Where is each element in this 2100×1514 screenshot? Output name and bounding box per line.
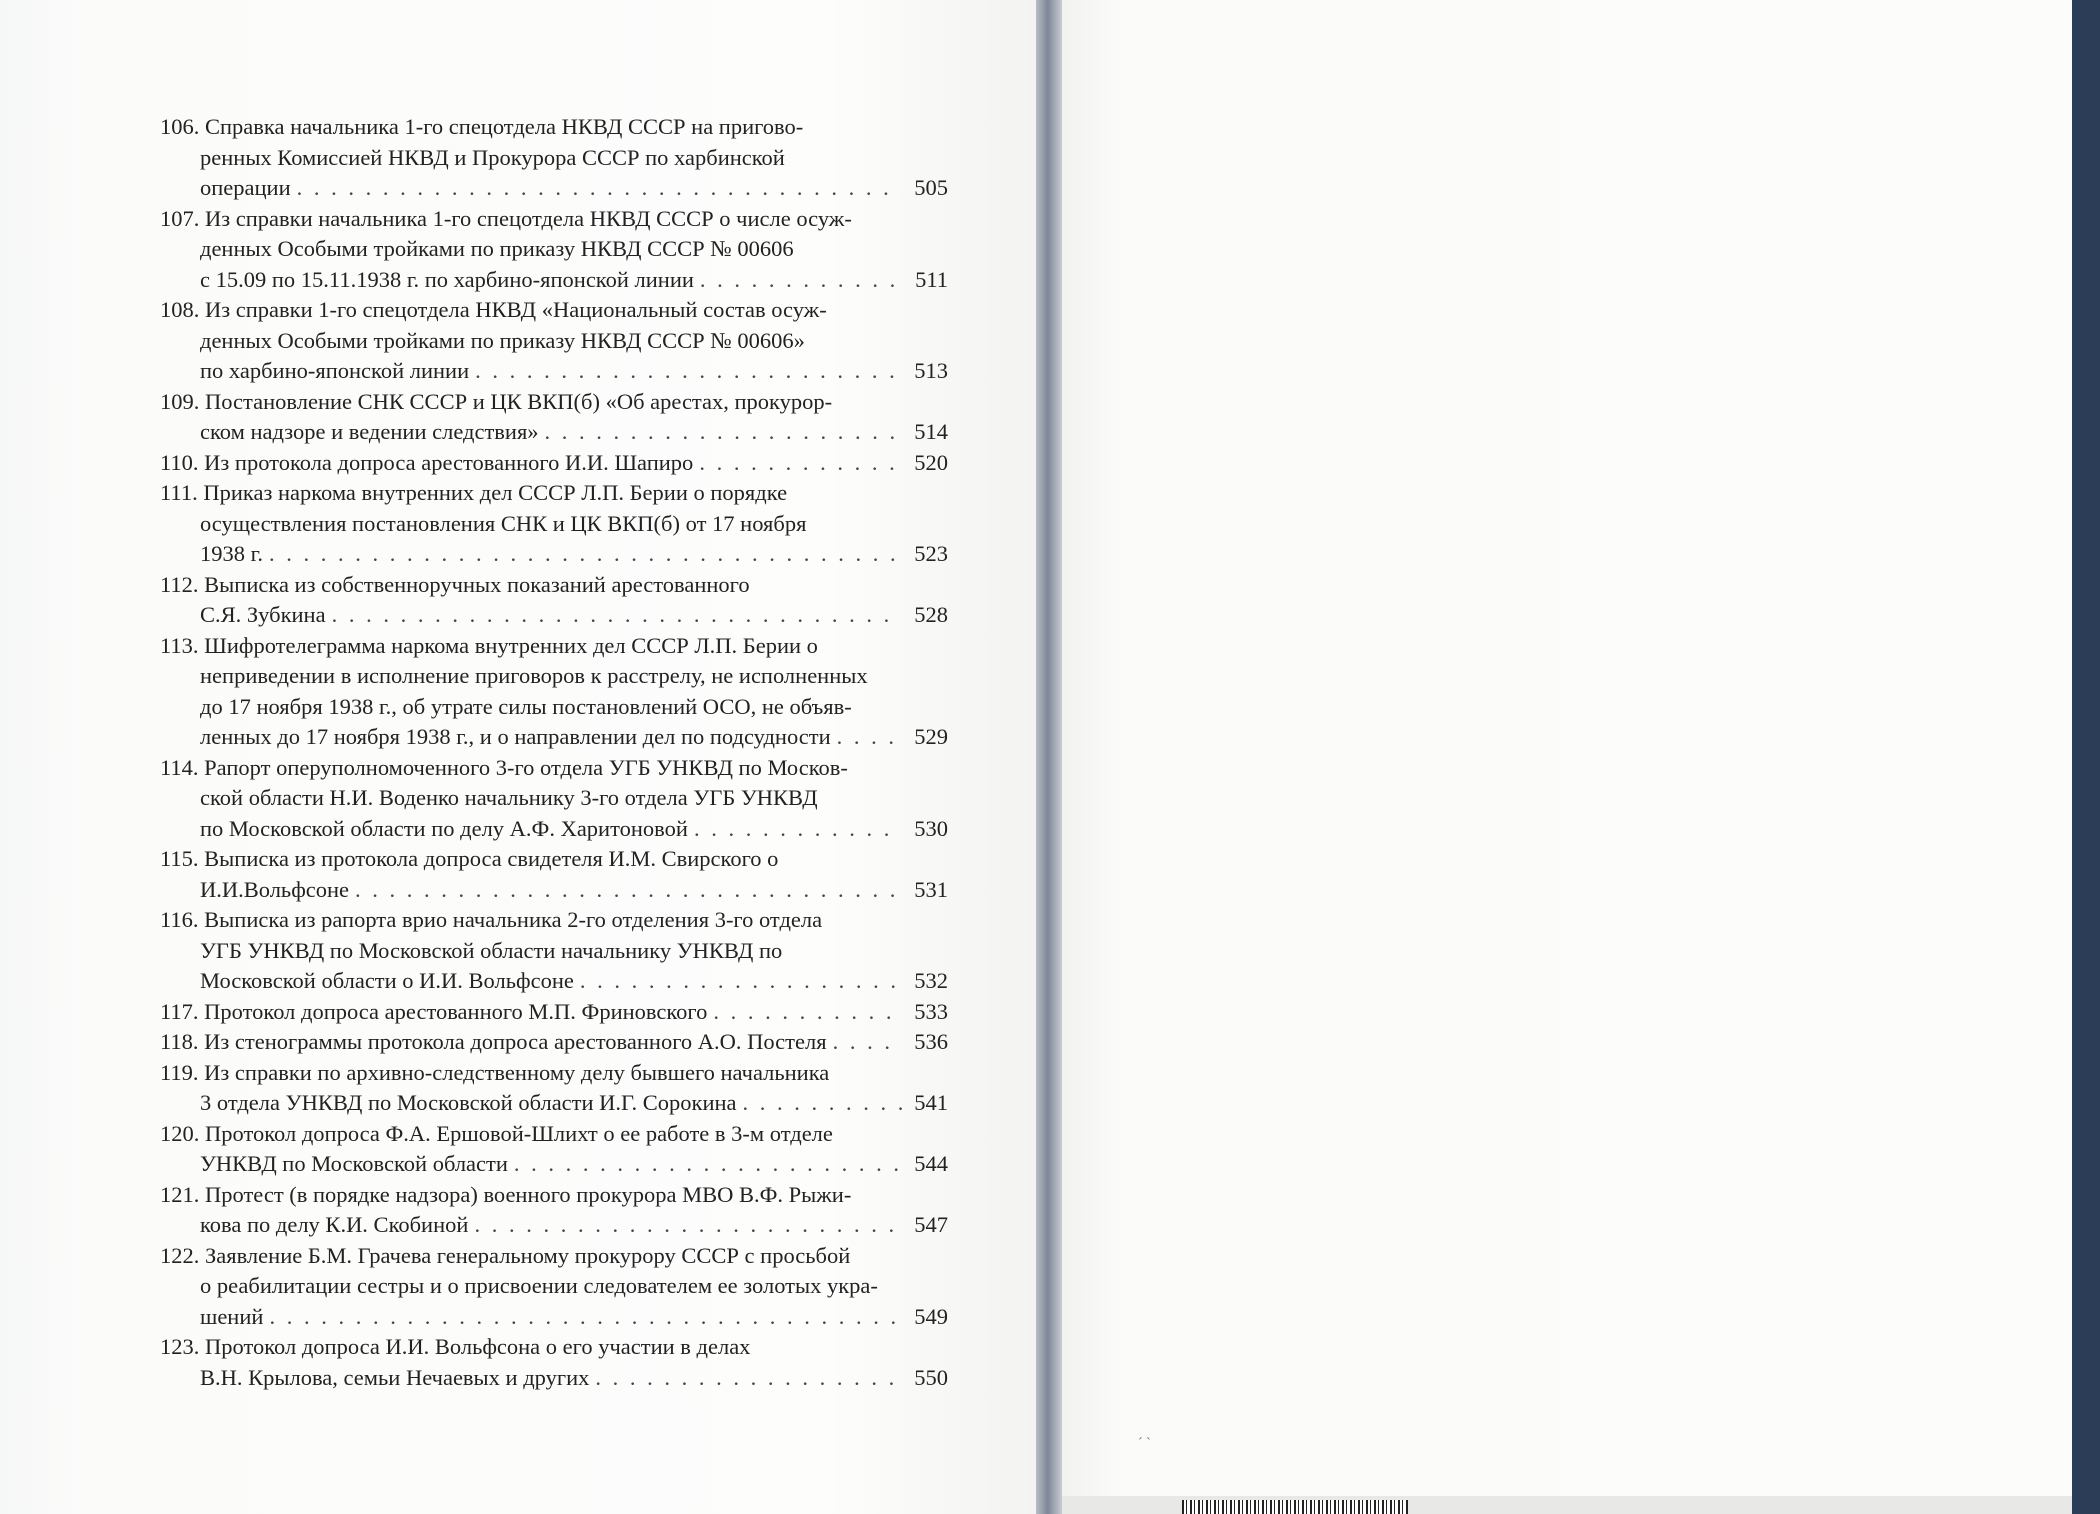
- page-number: 530: [914, 815, 948, 841]
- toc-entry: [160, 1027, 948, 1058]
- toc-entry: [160, 570, 948, 631]
- toc-entry-line: 115. Выписка из протокола допроса свидетеля И.М. Свирского о: [160, 846, 779, 871]
- toc-entry-text: 3 отдела УНКВД по Московской области И.Г. Сорокина: [200, 1090, 737, 1115]
- toc-entry-last-line: [160, 1027, 948, 1058]
- toc-entry: [160, 1119, 948, 1180]
- dot-leader: [269, 1302, 902, 1333]
- dot-leader: [514, 1149, 902, 1180]
- toc-entry: [160, 844, 948, 905]
- toc-entry-last-line: [160, 600, 948, 631]
- toc-entry-last-line: [160, 1149, 948, 1180]
- toc-entry-text: по Московской области по делу А.Ф. Харитоновой: [200, 815, 688, 841]
- toc-entry-line: ренных Комиссией НКВД и Прокурора СССР по харбинской: [200, 144, 785, 170]
- toc-entry-text: операции: [200, 175, 291, 200]
- toc-entry-last-line: [160, 997, 948, 1028]
- right-page: [1062, 0, 2072, 1514]
- dot-leader: [474, 1210, 902, 1241]
- scan-mark: ´ ˋ: [1138, 1436, 1151, 1451]
- toc-entry: [160, 204, 948, 296]
- toc-entry-line: ской области Н.И. Воденко начальнику 3-го отдела УГБ УНКВД: [200, 785, 818, 810]
- toc-entry-text: 118. Из стенограммы протокола допроса арестованного А.О. Постеля: [160, 1029, 827, 1054]
- dot-leader: [545, 417, 902, 448]
- toc-entry-last-line: [160, 417, 948, 448]
- toc-entry-line: 123. Протокол допроса И.И. Вольфсона о его участии в делах: [160, 1334, 751, 1359]
- toc-entry: [160, 478, 948, 570]
- page-number: 513: [914, 358, 948, 383]
- toc-entry-last-line: [160, 539, 948, 570]
- toc-entry-line: 106. Справка начальника 1-го спецотдела НКВД СССР на пригово-: [160, 114, 804, 139]
- toc-entry-text: ском надзоре и ведении следствия»: [200, 419, 539, 444]
- toc-entry: [160, 753, 948, 845]
- toc-entry-line: 116. Выписка из рапорта врио начальника 2-го отделения 3-го отдела: [160, 907, 823, 932]
- page-number: 541: [914, 1090, 948, 1115]
- page-number: 523: [914, 541, 948, 566]
- book-gutter: [1036, 0, 1062, 1514]
- page-number: 531: [914, 876, 948, 902]
- toc-entry: [160, 448, 948, 479]
- toc-entry-text: С.Я. Зубкина: [200, 602, 326, 627]
- toc-entry-line: 108. Из справки 1-го спецотдела НКВД «Национальный состав осуж-: [160, 297, 827, 322]
- toc-entry-text: шений: [200, 1303, 264, 1329]
- toc-entry-last-line: [160, 265, 948, 296]
- page-number: 547: [914, 1212, 948, 1237]
- toc-entry: [160, 387, 948, 448]
- toc-entry-line: 120. Протокол допроса Ф.А. Ершовой-Шлихт о ее работе в 3-м отделе: [160, 1120, 833, 1146]
- toc-entry: [160, 1332, 948, 1393]
- toc-entry-text: УНКВД по Московской области: [200, 1151, 508, 1176]
- left-page: [0, 0, 1036, 1514]
- toc-entry-last-line: [160, 448, 948, 479]
- toc-entry: [160, 1241, 948, 1333]
- toc-entry-line: о реабилитации сестры и о присвоении следователем ее золотых укра-: [200, 1273, 878, 1298]
- toc-entry-line: неприведении в исполнение приговоров к расстрелу, не исполненных: [200, 663, 868, 688]
- page-number: 528: [914, 602, 948, 627]
- toc-entry-last-line: [160, 875, 948, 906]
- page-number: 514: [914, 419, 948, 444]
- page-number: 529: [914, 724, 948, 749]
- toc-entry-line: до 17 ноября 1938 г., об утрате силы постановлений ОСО, не объяв-: [200, 693, 852, 719]
- page-number: 544: [914, 1151, 948, 1176]
- dot-leader: [713, 997, 902, 1028]
- page-number: 550: [914, 1364, 948, 1390]
- page-number: 533: [914, 998, 948, 1024]
- toc-entry-line: 109. Постановление СНК СССР и ЦК ВКП(б) «Об арестах, прокурор-: [160, 388, 833, 414]
- toc-entry-line: денных Особыми тройками по приказу НКВД СССР № 00606: [200, 236, 794, 261]
- dot-leader: [297, 173, 902, 204]
- toc-entry-line: 114. Рапорт оперуполномоченного 3-го отдела УГБ УНКВД по Москов-: [160, 754, 848, 780]
- toc-entry: [160, 997, 948, 1028]
- toc-entry-text: с 15.09 по 15.11.1938 г. по харбино-японской линии: [200, 266, 694, 292]
- toc-entry-last-line: [160, 966, 948, 997]
- page-number: 549: [914, 1303, 948, 1329]
- toc-entry-text: Московской области о И.И. Вольфсоне: [200, 968, 574, 993]
- page-number: 536: [914, 1029, 948, 1054]
- toc-left: [160, 112, 948, 1393]
- toc-entry-line: 121. Протест (в порядке надзора) военного прокурора МВО В.Ф. Рыжи-: [160, 1181, 852, 1207]
- dot-leader: [475, 356, 902, 387]
- toc-entry: [160, 295, 948, 387]
- toc-entry: [160, 112, 948, 204]
- toc-entry-text: В.Н. Крылова, семьи Нечаевых и других: [200, 1364, 590, 1390]
- toc-entry: [160, 1180, 948, 1241]
- dot-leader: [355, 875, 902, 906]
- toc-entry-line: 112. Выписка из собственноручных показаний арестованного: [160, 571, 750, 597]
- toc-entry-last-line: [160, 1302, 948, 1333]
- barcode: [1182, 1500, 1408, 1514]
- toc-entry-text: 1938 г.: [200, 541, 263, 566]
- toc-entry: [160, 1058, 948, 1119]
- toc-entry-last-line: [160, 356, 948, 387]
- page-number: 505: [914, 175, 948, 200]
- toc-entry-line: 111. Приказ наркома внутренних дел СССР Л.П. Берии о порядке: [160, 480, 788, 505]
- toc-entry-text: И.И.Вольфсоне: [200, 876, 350, 902]
- toc-entry-text: 110. Из протокола допроса арестованного И.И. Шапиро: [160, 449, 694, 475]
- toc-entry-last-line: [160, 173, 948, 204]
- toc-entry: [160, 631, 948, 753]
- dot-leader: [580, 966, 902, 997]
- toc-entry-line: 113. Шифротелеграмма наркома внутренних дел СССР Л.П. Берии о: [160, 632, 818, 658]
- toc-entry-line: осуществления постановления СНК и ЦК ВКП(б) от 17 ноября: [200, 510, 807, 536]
- dot-leader: [694, 814, 902, 845]
- toc-entry-text: ленных до 17 ноября 1938 г., и о направлении дел по подсудности: [200, 724, 831, 749]
- page-number: 520: [914, 449, 948, 475]
- toc-entry-text: 117. Протокол допроса арестованного М.П. Фриновского: [160, 998, 708, 1024]
- toc-entry-last-line: [160, 1210, 948, 1241]
- dot-leader: [332, 600, 902, 631]
- toc-entry-line: 122. Заявление Б.М. Грачева генеральному прокурору СССР с просьбой: [160, 1242, 851, 1268]
- toc-entry-line: 107. Из справки начальника 1-го спецотдела НКВД СССР о числе осуж-: [160, 205, 852, 231]
- page-number: 532: [914, 968, 948, 993]
- toc-entry-last-line: [160, 1363, 948, 1394]
- page-number: 511: [915, 266, 948, 292]
- toc-entry-last-line: [160, 1088, 948, 1119]
- dot-leader: [700, 265, 902, 296]
- toc-entry-line: 119. Из справки по архивно-следственному делу бывшего начальника: [160, 1059, 830, 1085]
- dot-leader: [743, 1088, 902, 1119]
- toc-entry-text: по харбино-японской линии: [200, 358, 470, 383]
- dot-leader: [269, 539, 902, 570]
- toc-entry-text: кова по делу К.И. Скобиной: [200, 1212, 469, 1237]
- toc-entry-line: УГБ УНКВД по Московской области начальнику УНКВД по: [200, 937, 783, 963]
- dot-leader: [837, 722, 902, 753]
- dot-leader: [595, 1363, 902, 1394]
- toc-entry: [160, 905, 948, 997]
- toc-entry-last-line: [160, 814, 948, 845]
- toc-entry-line: денных Особыми тройками по приказу НКВД СССР № 00606»: [200, 327, 805, 353]
- toc-entry-last-line: [160, 722, 948, 753]
- dot-leader: [699, 448, 902, 479]
- dot-leader: [833, 1027, 902, 1058]
